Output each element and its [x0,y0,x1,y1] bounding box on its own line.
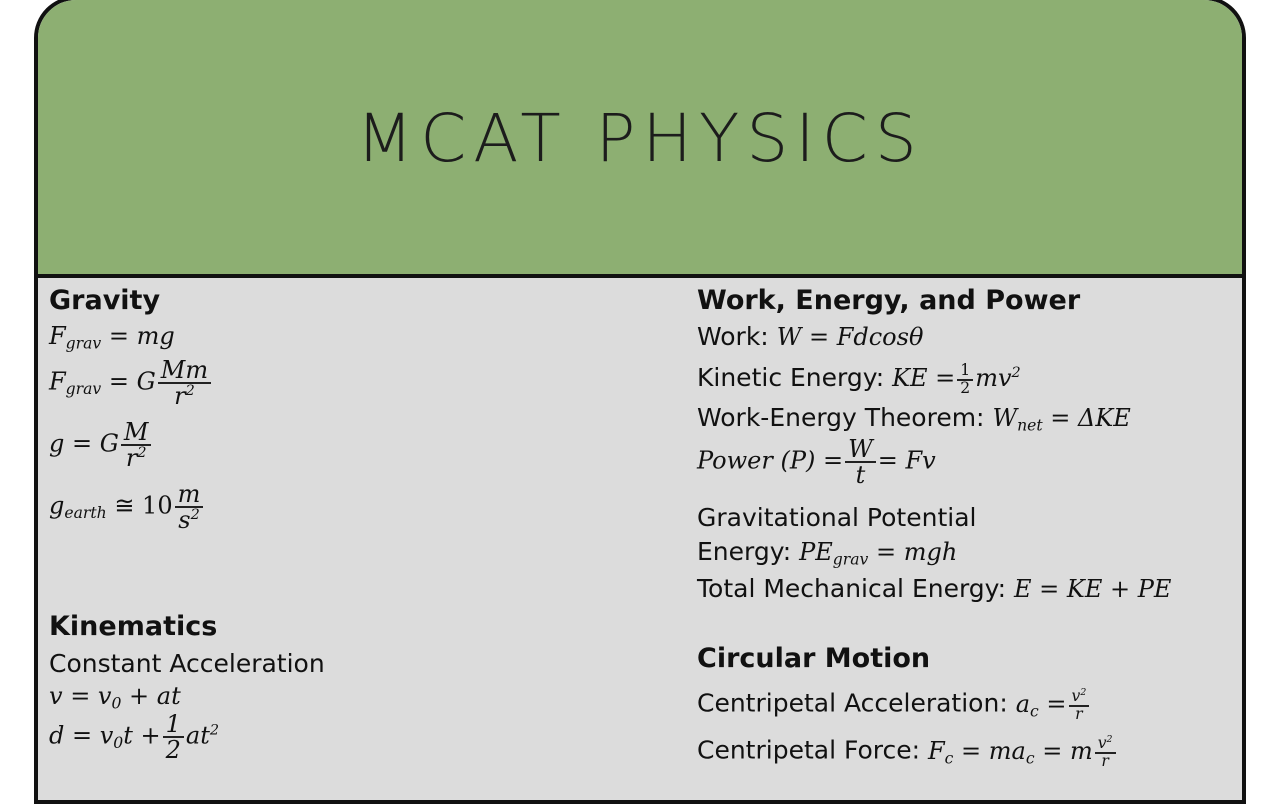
centripetal-acceleration: Centripetal Acceleration: $a_c$ = $\frac{v^2}{r}$ [697,688,1091,722]
gravity-heading: Gravity [49,285,161,316]
formula-displacement: $d = v_0t$ + $\frac{1}{2}$ $at^2$ [49,710,219,764]
formula-velocity: $v = v_0$ + at [49,682,181,713]
gravitational-potential-formula: Energy: $PE_{grav}$ = mgh [697,537,958,569]
header-banner [38,0,1242,278]
work-energy-theorem: Work-Energy Theorem: $W_{net} = \Delta KE$ [697,403,1131,435]
formula-gravity-mg: $F_{grav}$ = mg [49,322,175,353]
constant-acceleration-label: Constant Acceleration [49,649,325,678]
total-mechanical-energy: Total Mechanical Energy: E = KE + PE [697,574,1172,603]
work-energy-heading: Work, Energy, and Power [697,285,1081,316]
centripetal-force: Centripetal Force: $F_c = ma_c = m$ $\frac{v^2}{r}$ [697,735,1118,769]
gravitational-potential-label: Gravitational Potential [697,503,977,532]
page-title: MCAT PHYSICS [356,100,924,177]
kinetic-energy-formula: Kinetic Energy: KE = $\frac{1}{2}$ $mv^2$ [697,361,1021,397]
circular-motion-heading: Circular Motion [697,643,931,674]
kinematics-heading: Kinematics [49,611,218,642]
formula-g-field: g = G $\frac{M}{r^2}$ [49,420,153,470]
formula-universal-gravitation: $F_{grav} = G$ $\frac{Mm}{r^2}$ [49,358,213,408]
power-formula: Power (P) = $\frac{W}{t}$ = Fv [697,435,936,489]
work-formula: Work: W = Fdcosθ [697,322,924,351]
formula-g-earth: $g_{earth}$ ≅ 10 $\frac{m}{s^2}$ [49,482,205,532]
cheat-sheet-card [34,0,1246,804]
